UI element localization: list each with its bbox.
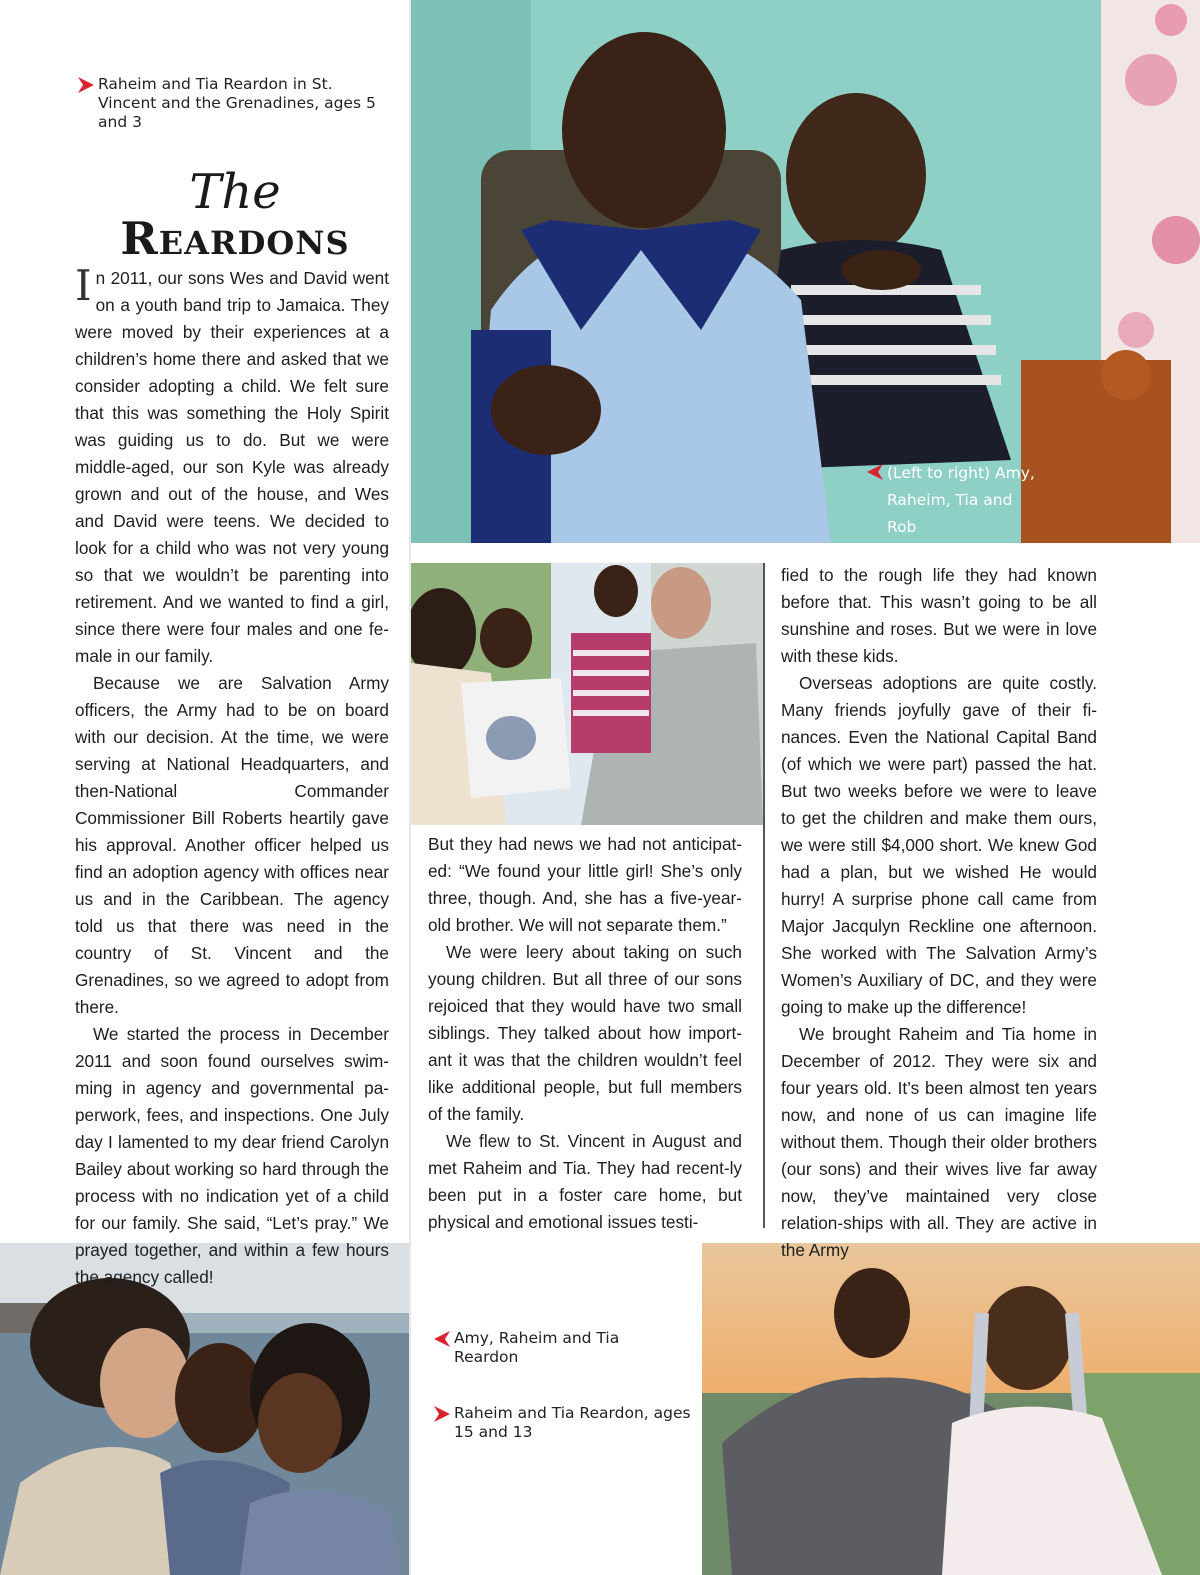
photo-children-on-chair xyxy=(411,0,1200,543)
caption-bottom-1-text: Amy, Raheim and Tia Reardon xyxy=(454,1329,620,1366)
paragraph: But they had news we had not anticipat-ed: “We found your little girl! She’s only three, though. And, she has a five-year-old brother. We will not separate them.” xyxy=(428,834,742,935)
caption-bottom-left-photo xyxy=(454,1329,684,1367)
arrow-left-icon xyxy=(434,1331,450,1347)
paragraph: We brought Raheim and Tia home in December of 2012. They were six and four years old. It’s been almost ten years now, and none of us can imagine life without them. Though their older brothers (our sons) and their wives live far away now, they’ve maintained very close relation-ships with all. They are active in the Army xyxy=(781,1024,1097,1260)
paragraph: We started the process in December 2011 and soon found ourselves swim-ming in agency and governmental pa-perwork, fees, and inspections. One July day I lamented to my dear friend Carolyn Bailey about working so hard through the process with no indication yet of a child for our family. She said, “Let’s pray.” We prayed together, and within a few hours the agency called! xyxy=(75,1024,389,1287)
paragraph: We flew to St. Vincent in August and met Raheim and Tia. They had recent-ly been put in a foster care home, but physical and emotional issues testi- xyxy=(428,1131,742,1232)
caption-top-photo xyxy=(887,460,1037,541)
arrow-right-icon xyxy=(434,1406,450,1422)
paragraph: n 2011, our sons Wes and David went on a youth band trip to Jamaica. They were moved by their experiences at a children’s home there and asked that we consider adopting a child. We felt sure that this was something the Holy Spirit was guiding us to do. But we were middle-aged, our son Kyle was already grown and out of the house, and Wes and David were teens. We decided to look for a child who was not very young so that we wouldn’t be parenting into retirement. And we wanted to find a girl, since there were four males and one fe-male in our family. xyxy=(75,268,389,666)
title-name: Reardons xyxy=(120,212,350,265)
article-title xyxy=(75,164,395,265)
article-column-3 xyxy=(781,562,1097,1264)
dropcap: I xyxy=(75,261,92,310)
paragraph: Overseas adoptions are quite costly. Many friends joyfully gave of their fi-nances. Even the National Capital Band (of which we were part) passed the hat. But two weeks before we were to leave to get the children and make them ours, we were still $4,000 short. We knew God had a plan, but we wished He would hurry! A surprise phone call came from Major Jacqulyn Reckline one afternoon. She worked with The Salvation Army’s Women’s Auxiliary of DC, and they were going to make up the difference! xyxy=(781,673,1097,1017)
photo-teens-sunset xyxy=(702,1243,1200,1575)
arrow-left-icon xyxy=(867,464,883,480)
caption-bottom-right-photo xyxy=(454,1404,694,1442)
column-rule xyxy=(763,563,765,1228)
caption-top-photo-text: (Left to right) Amy, Raheim, Tia and Rob xyxy=(887,464,1035,536)
paragraph: Because we are Salvation Army officers, the Army had to be on board with our decision. At the time, we were serving at National Headquarters, and then-National Commander Commissioner Bill Roberts heartily gave his approval. Another officer helped us find an adoption agency with offices near us and in the Caribbean. The agency told us that there was need in the country of St. Vincent and the Grenadines, so we agreed to adopt from there. xyxy=(75,673,389,1017)
title-the: The xyxy=(189,164,281,220)
paragraph: fied to the rough life they had known before that. This wasn’t going to be all sunshine and roses. But we were in love with these kids. xyxy=(781,565,1097,666)
photo-amy-raheim-tia xyxy=(0,1243,409,1575)
paragraph: We were leery about taking on such young children. But all three of our sons rejoiced that they would have two small siblings. They talked about how import-ant it was that the children wouldn’t feel like additional people, but full members of the family. xyxy=(428,942,742,1124)
caption-top-left xyxy=(98,75,388,132)
arrow-right-icon xyxy=(78,77,94,93)
article-column-2 xyxy=(428,831,742,1236)
photo-family-group xyxy=(411,563,763,825)
caption-top-left-text: Raheim and Tia Reardon in St. Vincent and the Grenadines, ages 5 and 3 xyxy=(98,75,376,131)
article-column-1 xyxy=(75,261,389,1291)
caption-bottom-2-text: Raheim and Tia Reardon, ages 15 and 13 xyxy=(454,1404,691,1441)
